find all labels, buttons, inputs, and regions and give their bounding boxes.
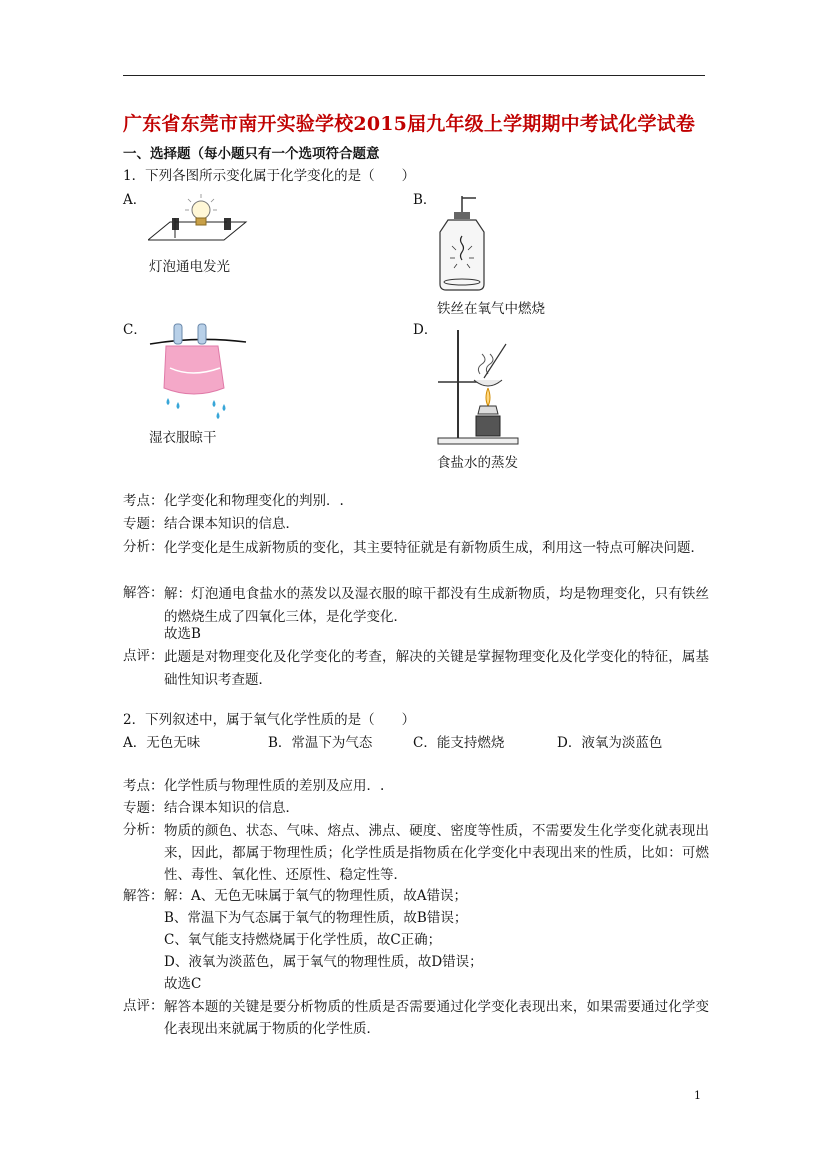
q2-fenxi-label: 分析： bbox=[123, 822, 164, 838]
q2-option-c: C．能支持燃烧 bbox=[413, 735, 505, 751]
q1-option-d-letter: D． bbox=[413, 322, 438, 338]
section-heading: 一、选择题（每小题只有一个选项符合题意 bbox=[123, 146, 380, 162]
q2-stem: 2．下列叙述中，属于氧气化学性质的是（ ） bbox=[123, 712, 416, 728]
page-number: 1 bbox=[694, 1089, 701, 1102]
q2-dianping-label: 点评： bbox=[123, 998, 164, 1014]
q2-jieda-line-4: D、液氧为淡蓝色，属于氧气的物理性质，故D错误； bbox=[164, 954, 483, 970]
q1-option-c-letter: C． bbox=[123, 322, 147, 338]
q1-kaodian-label: 考点： bbox=[123, 493, 164, 509]
q2-kaodian: 化学性质与物理性质的差别及应用．. bbox=[164, 778, 385, 794]
q2-option-d: D．液氧为淡蓝色 bbox=[557, 735, 663, 751]
salt-water-evaporation-figure bbox=[434, 322, 520, 446]
q1-jieda: 解：灯泡通电食盐水的蒸发以及湿衣服的晾干都没有生成新物质，均是物理变化，只有铁丝的燃烧生成了四氧化三体，是化学变化． bbox=[164, 586, 709, 625]
q2-option-b: B．常温下为气态 bbox=[268, 735, 373, 751]
q1-dianping: 此题是对物理变化及化学变化的考查，解决的关键是掌握物理变化及化学变化的特征，属基础性知识考查题． bbox=[164, 649, 709, 688]
q2-kaodian-label: 考点： bbox=[123, 778, 164, 794]
q1-fenxi-label: 分析： bbox=[123, 539, 164, 555]
q1-jieda-label: 解答： bbox=[123, 585, 164, 601]
q1-option-b-letter: B． bbox=[413, 192, 437, 208]
header-rule bbox=[123, 75, 705, 76]
q1-zhuanti-label: 专题： bbox=[123, 516, 164, 532]
q1-kaodian: 化学变化和物理变化的判别．. bbox=[164, 493, 344, 509]
q2-jieda-line-2: B、常温下为气态属于氧气的物理性质，故B错误； bbox=[164, 910, 468, 926]
q1-option-d-caption: 食盐水的蒸发 bbox=[437, 455, 518, 471]
iron-wire-burning-figure bbox=[432, 196, 492, 292]
q2-option-a: A．无色无味 bbox=[123, 735, 201, 751]
wet-clothes-drying-figure bbox=[148, 320, 248, 425]
q1-fenxi: 化学变化是生成新物质的变化，其主要特征就是有新物质生成，利用这一特点可解决问题． bbox=[164, 540, 704, 556]
q2-jieda-line-1: 解：A、无色无味属于氧气的物理性质，故A错误； bbox=[164, 888, 467, 904]
q2-jieda-label: 解答： bbox=[123, 888, 164, 904]
q1-zhuanti: 结合课本知识的信息． bbox=[164, 516, 299, 532]
q2-jieda-line-3: C、氧气能支持燃烧属于化学性质，故C正确； bbox=[164, 932, 442, 948]
q2-fenxi: 物质的颜色、状态、气味、熔点、沸点、硬度、密度等性质，不需要发生化学变化就表现出来，因此，都属于物理性质；化学性质是指物质在化学变化中表现出来的性质，比如：可燃性、毒性、氧化性、还原性、稳定性等． bbox=[164, 823, 709, 883]
q1-stem: 1．下列各图所示变化属于化学变化的是（ ） bbox=[123, 168, 416, 184]
q1-option-a-letter: A． bbox=[123, 192, 147, 208]
q2-answer: 故选C bbox=[164, 976, 202, 992]
q1-dianping-label: 点评： bbox=[123, 648, 164, 664]
q2-dianping: 解答本题的关键是要分析物质的性质是否需要通过化学变化表现出来，如果需要通过化学变化表现出来就属于物质的化学性质． bbox=[164, 999, 709, 1037]
bulb-circuit-figure bbox=[148, 192, 248, 244]
q1-answer: 故选B bbox=[164, 626, 201, 642]
q1-option-b-caption: 铁丝在氧气中燃烧 bbox=[437, 301, 545, 317]
q1-option-a-caption: 灯泡通电发光 bbox=[149, 259, 230, 275]
q2-zhuanti-label: 专题： bbox=[123, 800, 164, 816]
q1-option-c-caption: 湿衣服晾干 bbox=[149, 430, 217, 446]
q2-zhuanti: 结合课本知识的信息． bbox=[164, 800, 299, 816]
page-title: 广东省东莞市南开实验学校2015届九年级上学期期中考试化学试卷 bbox=[123, 113, 696, 135]
